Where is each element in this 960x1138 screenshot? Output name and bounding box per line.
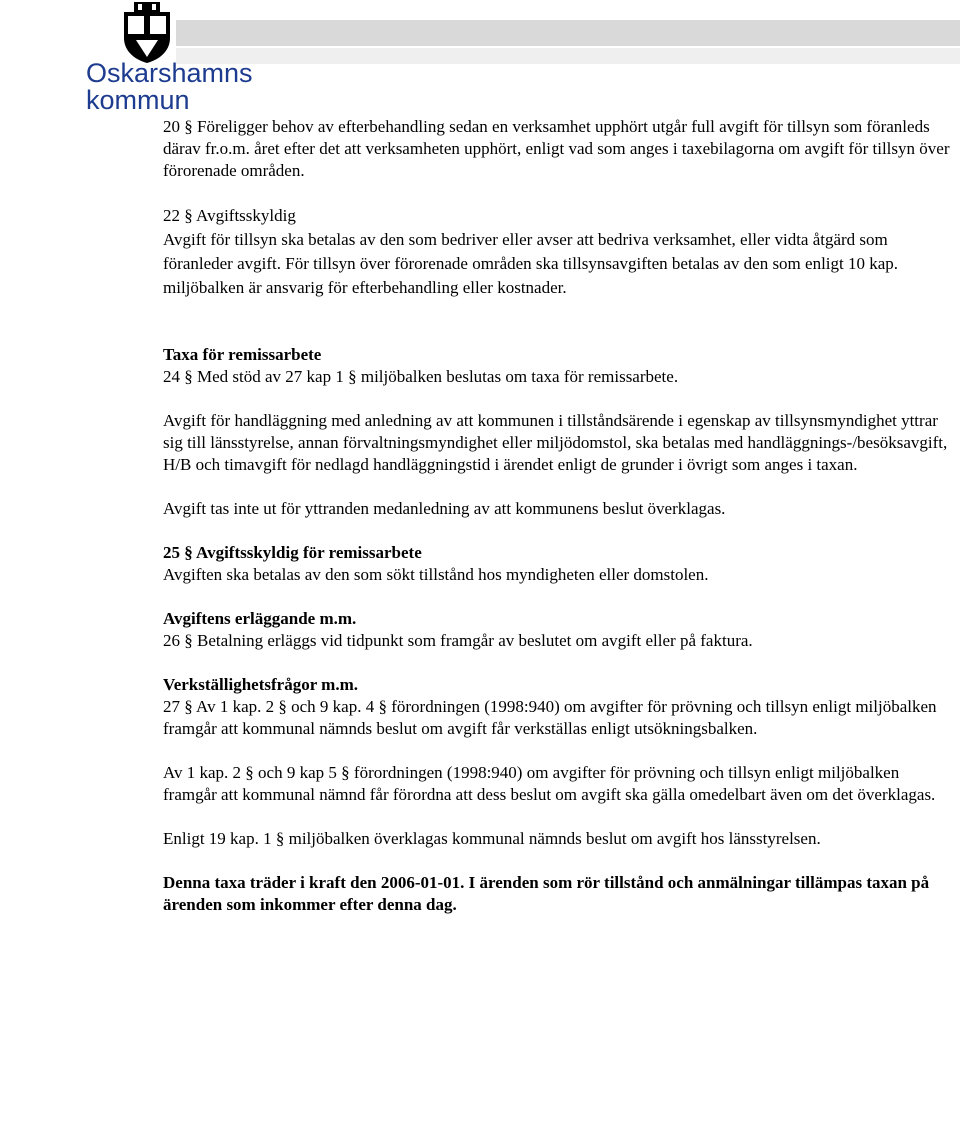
enligt-19-kap-text: Enligt 19 kap. 1 § miljöbalken överklagas kommunal nämnds beslut om avgift hos länsstyrelsen. xyxy=(163,829,821,848)
handlaggning-text: Avgift för handläggning med anledning av att kommunen i tillståndsärende i egenskap av tillsynsmyndighet yttrar sig till länsstyrelse, annan förvaltningsmyndighet eller miljödomstol, ska betalas med handläggnings-/besöksavgift, H/B och timavgift för nedlagd handläggningstid i ärendet enligt de grunder i övrigt som anges i taxan. xyxy=(163,411,948,474)
av-1-kap-text: Av 1 kap. 2 § och 9 kap 5 § förordningen (1998:940) om avgifter för prövning och tillsyn enligt miljöbalken framgår att kommunal nämnd får förordna att dess beslut om avgift ska gälla omedelbart även om det överklagas. xyxy=(163,763,936,804)
section-22-heading: 22 § Avgiftsskyldig xyxy=(163,206,296,225)
section-25-text: Avgiften ska betalas av den som sökt tillstånd hos myndigheten eller domstolen. xyxy=(163,565,709,584)
section-24-text: 24 § Med stöd av 27 kap 1 § miljöbalken beslutas om taxa för remissarbete. xyxy=(163,367,679,386)
erlaggande-heading: Avgiftens erläggande m.m. xyxy=(163,609,357,628)
section-20: 20 § Föreligger behov av efterbehandling sedan en verksamhet upphört utgår full avgift för tillsyn som föranleds därav fr.o.m. året efter det att verksamheten upphört, enligt vad som anges i taxebilagorna om avgift för tillsyn över förorenade områden. xyxy=(163,117,950,180)
document-body xyxy=(163,116,953,916)
section-22-text: Avgift för tillsyn ska betalas av den som bedriver eller avser att bedriva verksamhet, eller vidta åtgärd som föranleder avgift. För tillsyn över förorenade områden ska tillsynsavgiften betalas av den som enligt 10 kap. miljöbalken är ansvarig för efterbehandling eller kostnader. xyxy=(163,230,899,297)
section-27-text: 27 § Av 1 kap. 2 § och 9 kap. 4 § förordningen (1998:940) om avgifter för prövning och tillsyn enligt miljöbalken framgår att kommunal nämnds beslut om avgift får verkställas enligt utsökningsbalken. xyxy=(163,697,937,738)
yttranden-text: Avgift tas inte ut för yttranden medanledning av att kommunens beslut överklagas. xyxy=(163,499,726,518)
footer-notice: Denna taxa träder i kraft den 2006-01-01. I ärenden som rör tillstånd och anmälningar tillämpas taxan på ärenden som inkommer efter denna dag. xyxy=(163,873,930,914)
brand-line-2: kommun xyxy=(86,85,190,115)
verkstallighet-heading: Verkställighetsfrågor m.m. xyxy=(163,675,359,694)
section-26-text: 26 § Betalning erläggs vid tidpunkt som framgår av beslutet om avgift eller på faktura. xyxy=(163,631,753,650)
section-25-heading: 25 § Avgiftsskyldig för remissarbete xyxy=(163,543,422,562)
header-bar-secondary xyxy=(176,48,960,64)
brand-name xyxy=(86,60,253,114)
remiss-heading: Taxa för remissarbete xyxy=(163,345,322,364)
coat-of-arms-logo xyxy=(120,2,174,64)
header-bar xyxy=(176,20,960,46)
brand-line-1: Oskarshamns xyxy=(86,58,253,88)
